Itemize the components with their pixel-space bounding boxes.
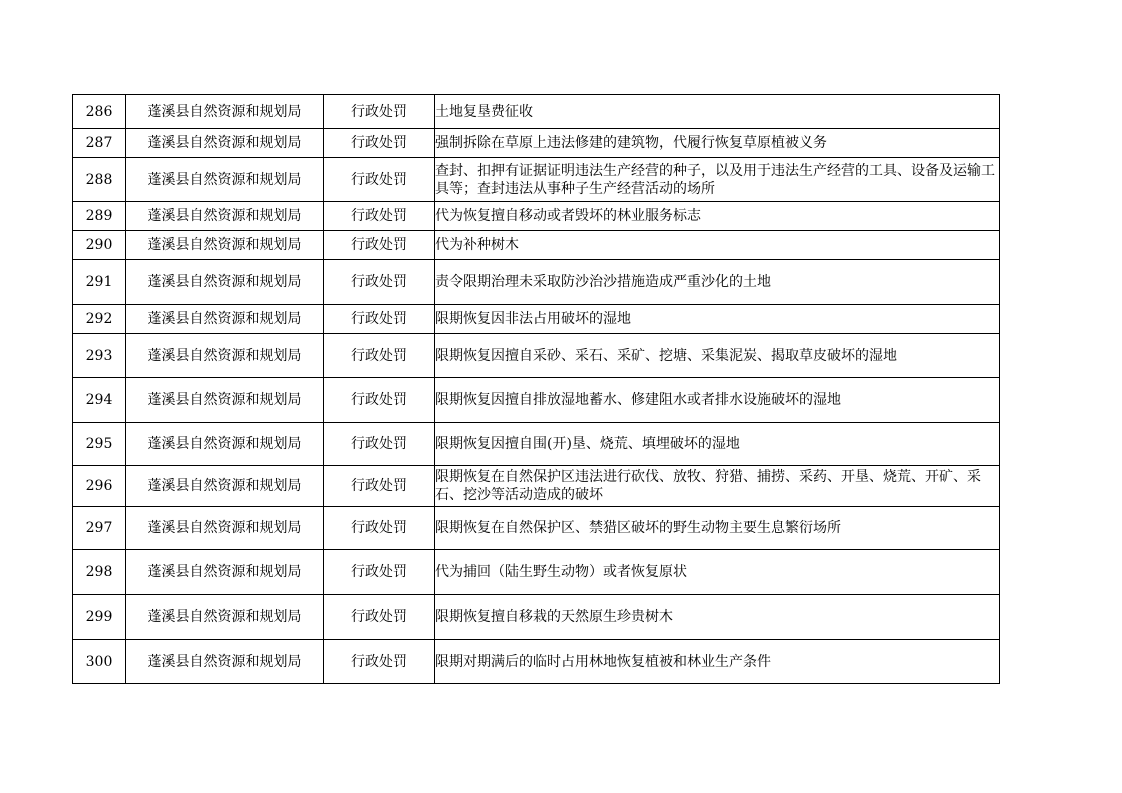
power-item: 土地复垦费征收 — [435, 95, 1000, 129]
power-type: 行政处罚 — [324, 423, 435, 466]
power-type: 行政处罚 — [324, 231, 435, 260]
row-number: 293 — [73, 334, 126, 378]
row-number: 290 — [73, 231, 126, 260]
table-row — [73, 260, 1000, 305]
department-name: 蓬溪县自然资源和规划局 — [126, 507, 324, 550]
row-number: 294 — [73, 378, 126, 423]
power-type: 行政处罚 — [324, 129, 435, 158]
table-row — [73, 423, 1000, 466]
department-name: 蓬溪县自然资源和规划局 — [126, 95, 324, 129]
power-type: 行政处罚 — [324, 202, 435, 231]
power-item: 限期恢复因擅自围(开)垦、烧荒、填埋破坏的湿地 — [435, 423, 1000, 466]
power-item: 责令限期治理未采取防沙治沙措施造成严重沙化的土地 — [435, 260, 1000, 305]
department-name: 蓬溪县自然资源和规划局 — [126, 640, 324, 684]
power-item: 限期恢复因非法占用破坏的湿地 — [435, 305, 1000, 334]
power-item: 强制拆除在草原上违法修建的建筑物，代履行恢复草原植被义务 — [435, 129, 1000, 158]
row-number: 296 — [73, 466, 126, 507]
department-name: 蓬溪县自然资源和规划局 — [126, 595, 324, 640]
department-name: 蓬溪县自然资源和规划局 — [126, 466, 324, 507]
power-type: 行政处罚 — [324, 378, 435, 423]
table-row — [73, 595, 1000, 640]
power-item: 限期恢复因擅自排放湿地蓄水、修建阻水或者排水设施破坏的湿地 — [435, 378, 1000, 423]
power-type: 行政处罚 — [324, 640, 435, 684]
table-row — [73, 466, 1000, 507]
table-row — [73, 129, 1000, 158]
row-number: 289 — [73, 202, 126, 231]
power-item: 限期恢复擅自移栽的天然原生珍贵树木 — [435, 595, 1000, 640]
department-name: 蓬溪县自然资源和规划局 — [126, 423, 324, 466]
power-type: 行政处罚 — [324, 305, 435, 334]
department-name: 蓬溪县自然资源和规划局 — [126, 334, 324, 378]
table-row — [73, 95, 1000, 129]
row-number: 292 — [73, 305, 126, 334]
table-row — [73, 231, 1000, 260]
power-type: 行政处罚 — [324, 507, 435, 550]
table-row — [73, 305, 1000, 334]
row-number: 288 — [73, 158, 126, 202]
table-row — [73, 640, 1000, 684]
row-number: 295 — [73, 423, 126, 466]
table-row — [73, 378, 1000, 423]
table-row — [73, 202, 1000, 231]
department-name: 蓬溪县自然资源和规划局 — [126, 305, 324, 334]
power-type: 行政处罚 — [324, 158, 435, 202]
power-type: 行政处罚 — [324, 334, 435, 378]
department-name: 蓬溪县自然资源和规划局 — [126, 202, 324, 231]
power-type: 行政处罚 — [324, 95, 435, 129]
power-type: 行政处罚 — [324, 466, 435, 507]
row-number: 298 — [73, 550, 126, 595]
table-row — [73, 550, 1000, 595]
row-number: 299 — [73, 595, 126, 640]
power-item: 限期恢复因擅自采砂、采石、采矿、挖塘、采集泥炭、揭取草皮破坏的湿地 — [435, 334, 1000, 378]
department-name: 蓬溪县自然资源和规划局 — [126, 231, 324, 260]
power-type: 行政处罚 — [324, 550, 435, 595]
power-item: 限期恢复在自然保护区、禁猎区破坏的野生动物主要生息繁衍场所 — [435, 507, 1000, 550]
power-item: 代为恢复擅自移动或者毁坏的林业服务标志 — [435, 202, 1000, 231]
row-number: 300 — [73, 640, 126, 684]
power-type: 行政处罚 — [324, 260, 435, 305]
table-row — [73, 334, 1000, 378]
row-number: 287 — [73, 129, 126, 158]
department-name: 蓬溪县自然资源和规划局 — [126, 550, 324, 595]
power-item: 代为捕回（陆生野生动物）或者恢复原状 — [435, 550, 1000, 595]
row-number: 286 — [73, 95, 126, 129]
department-name: 蓬溪县自然资源和规划局 — [126, 129, 324, 158]
table-row — [73, 507, 1000, 550]
power-item: 限期恢复在自然保护区违法进行砍伐、放牧、狩猎、捕捞、采药、开垦、烧荒、开矿、采石、挖沙等活动造成的破坏 — [435, 466, 1000, 507]
department-name: 蓬溪县自然资源和规划局 — [126, 378, 324, 423]
table-row — [73, 158, 1000, 202]
power-item: 查封、扣押有证据证明违法生产经营的种子，以及用于违法生产经营的工具、设备及运输工具等；查封违法从事种子生产经营活动的场所 — [435, 158, 1000, 202]
row-number: 291 — [73, 260, 126, 305]
power-item: 代为补种树木 — [435, 231, 1000, 260]
power-list-table — [72, 94, 1000, 684]
power-type: 行政处罚 — [324, 595, 435, 640]
power-item: 限期对期满后的临时占用林地恢复植被和林业生产条件 — [435, 640, 1000, 684]
row-number: 297 — [73, 507, 126, 550]
department-name: 蓬溪县自然资源和规划局 — [126, 260, 324, 305]
department-name: 蓬溪县自然资源和规划局 — [126, 158, 324, 202]
